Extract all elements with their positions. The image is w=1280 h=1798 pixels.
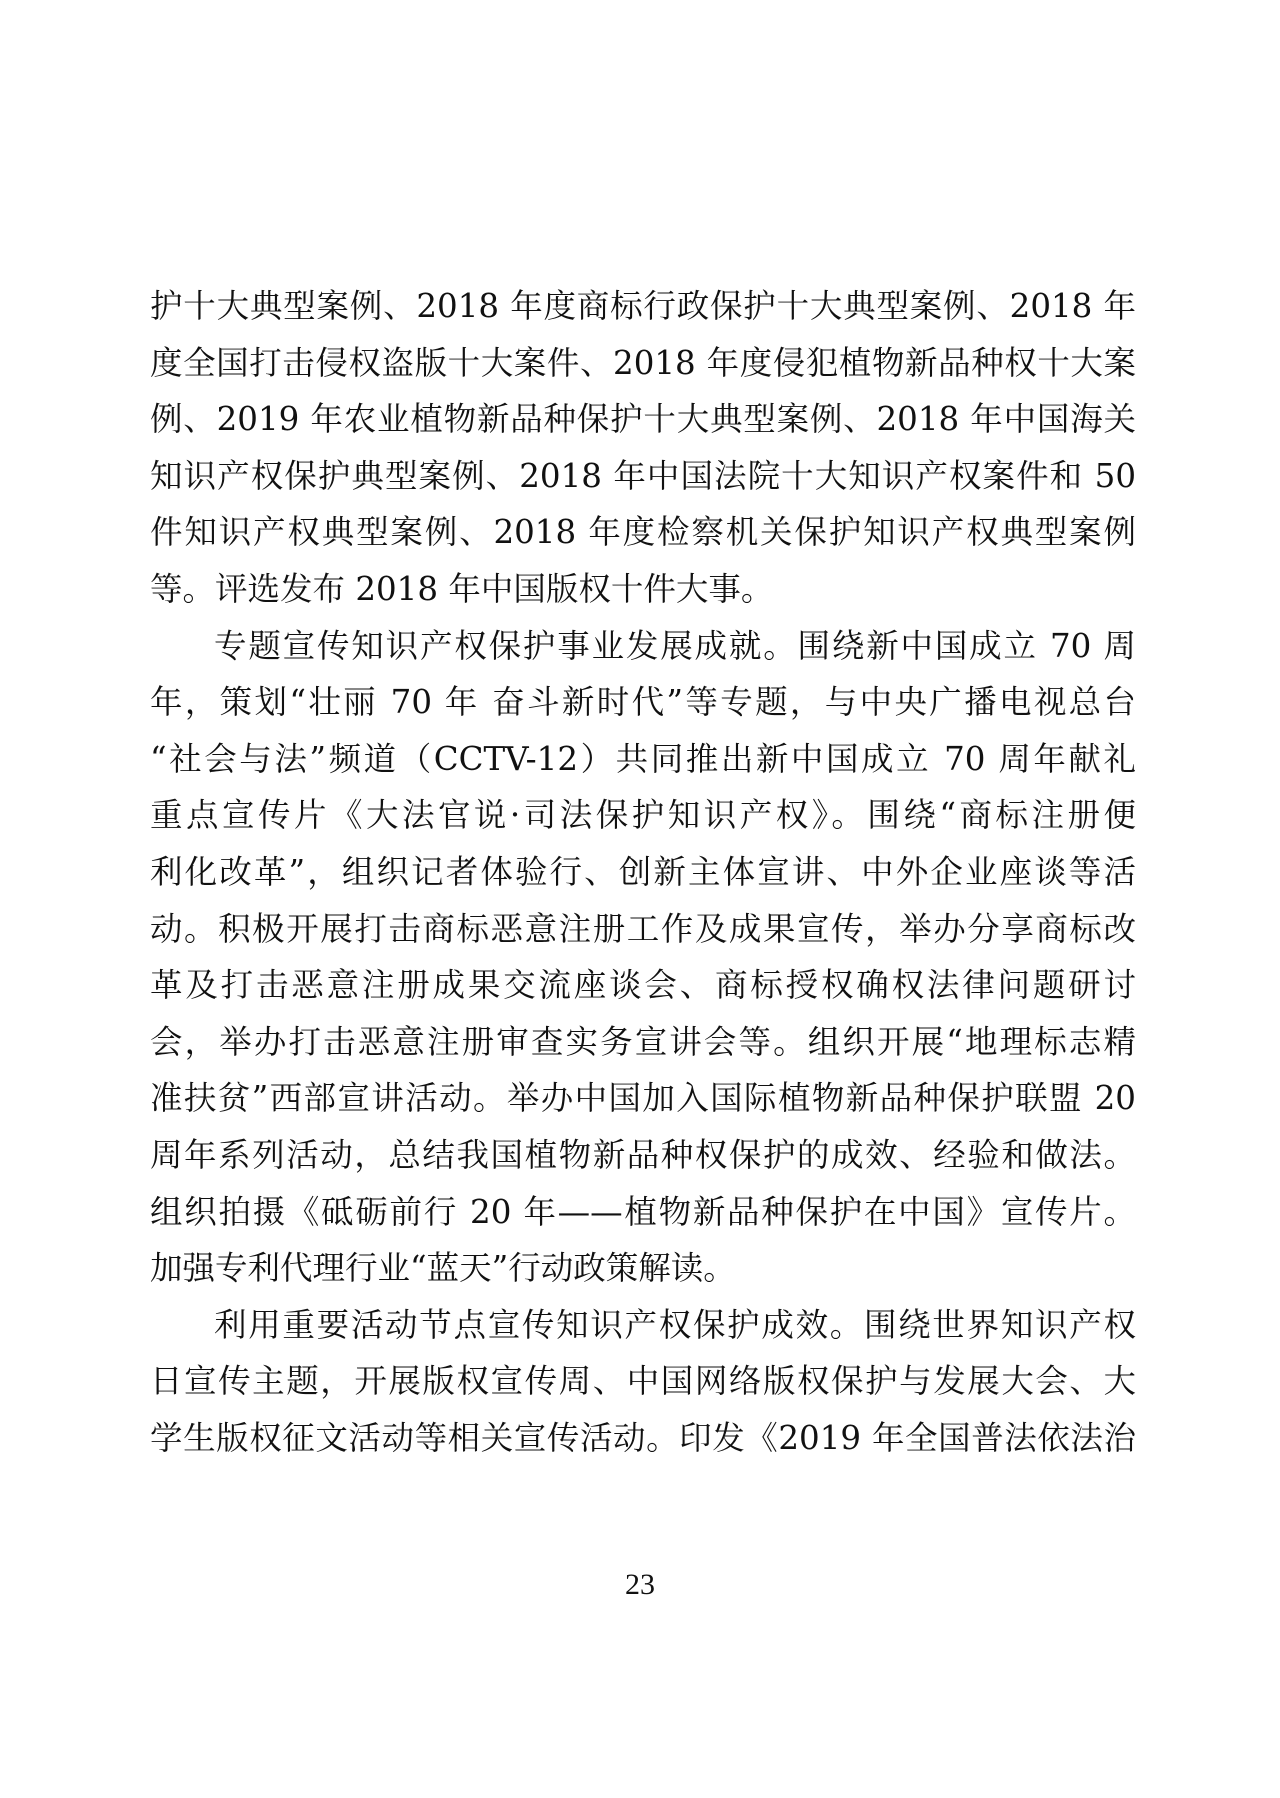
text-line: 准扶贫”西部宣讲活动。举办中国加入国际植物新品种保护联盟 20: [150, 1079, 1136, 1118]
text-line: 动。积极开展打击商标恶意注册工作及成果宣传，举办分享商标改: [150, 909, 1136, 948]
text-line: 学生版权征文活动等相关宣传活动。印发《2019 年全国普法依法治: [150, 1418, 1136, 1457]
page-body: [150, 278, 1136, 1466]
text-line: “社会与法”频道（CCTV-12）共同推出新中国成立 70 周年献礼: [150, 739, 1136, 778]
text-line: 革及打击恶意注册成果交流座谈会、商标授权确权法律问题研讨: [150, 966, 1136, 1005]
paragraph: [150, 1297, 1136, 1467]
text-line: 重点宣传片《大法官说·司法保护知识产权》。围绕“商标注册便: [150, 796, 1136, 835]
paragraph: [150, 278, 1136, 618]
text-line: 度全国打击侵权盗版十大案件、2018 年度侵犯植物新品种权十大案: [150, 343, 1136, 382]
text-line: 年，策划“壮丽 70 年 奋斗新时代”等专题，与中央广播电视总台: [150, 683, 1136, 722]
paragraph: [150, 618, 1136, 1297]
text-line: 利化改革”，组织记者体验行、创新主体宣讲、中外企业座谈等活: [150, 852, 1136, 891]
text-line: 会，举办打击恶意注册审查实务宣讲会等。组织开展“地理标志精: [150, 1022, 1136, 1061]
text-line: 知识产权保护典型案例、2018 年中国法院十大知识产权案件和 50: [150, 456, 1136, 495]
text-line: 组织拍摄《砥砺前行 20 年——植物新品种保护在中国》宣传片。: [150, 1192, 1136, 1231]
text-line: 利用重要活动节点宣传知识产权保护成效。围绕世界知识产权: [214, 1305, 1136, 1344]
text-line: 专题宣传知识产权保护事业发展成就。围绕新中国成立 70 周: [214, 626, 1136, 665]
text-line: 护十大典型案例、2018 年度商标行政保护十大典型案例、2018 年: [150, 287, 1136, 325]
text-line: 等。评选发布 2018 年中国版权十件大事。: [150, 569, 774, 608]
text-line: 例、2019 年农业植物新品种保护十大典型案例、2018 年中国海关: [150, 400, 1136, 439]
text-line: 件知识产权典型案例、2018 年度检察机关保护知识产权典型案例: [150, 513, 1136, 552]
page-number: 23: [625, 1568, 655, 1601]
text-line: 加强专利代理行业“蓝天”行动政策解读。: [150, 1249, 736, 1288]
text-line: 日宣传主题，开展版权宣传周、中国网络版权保护与发展大会、大: [150, 1362, 1136, 1401]
text-line: 周年系列活动，总结我国植物新品种权保护的成效、经验和做法。: [150, 1135, 1136, 1174]
